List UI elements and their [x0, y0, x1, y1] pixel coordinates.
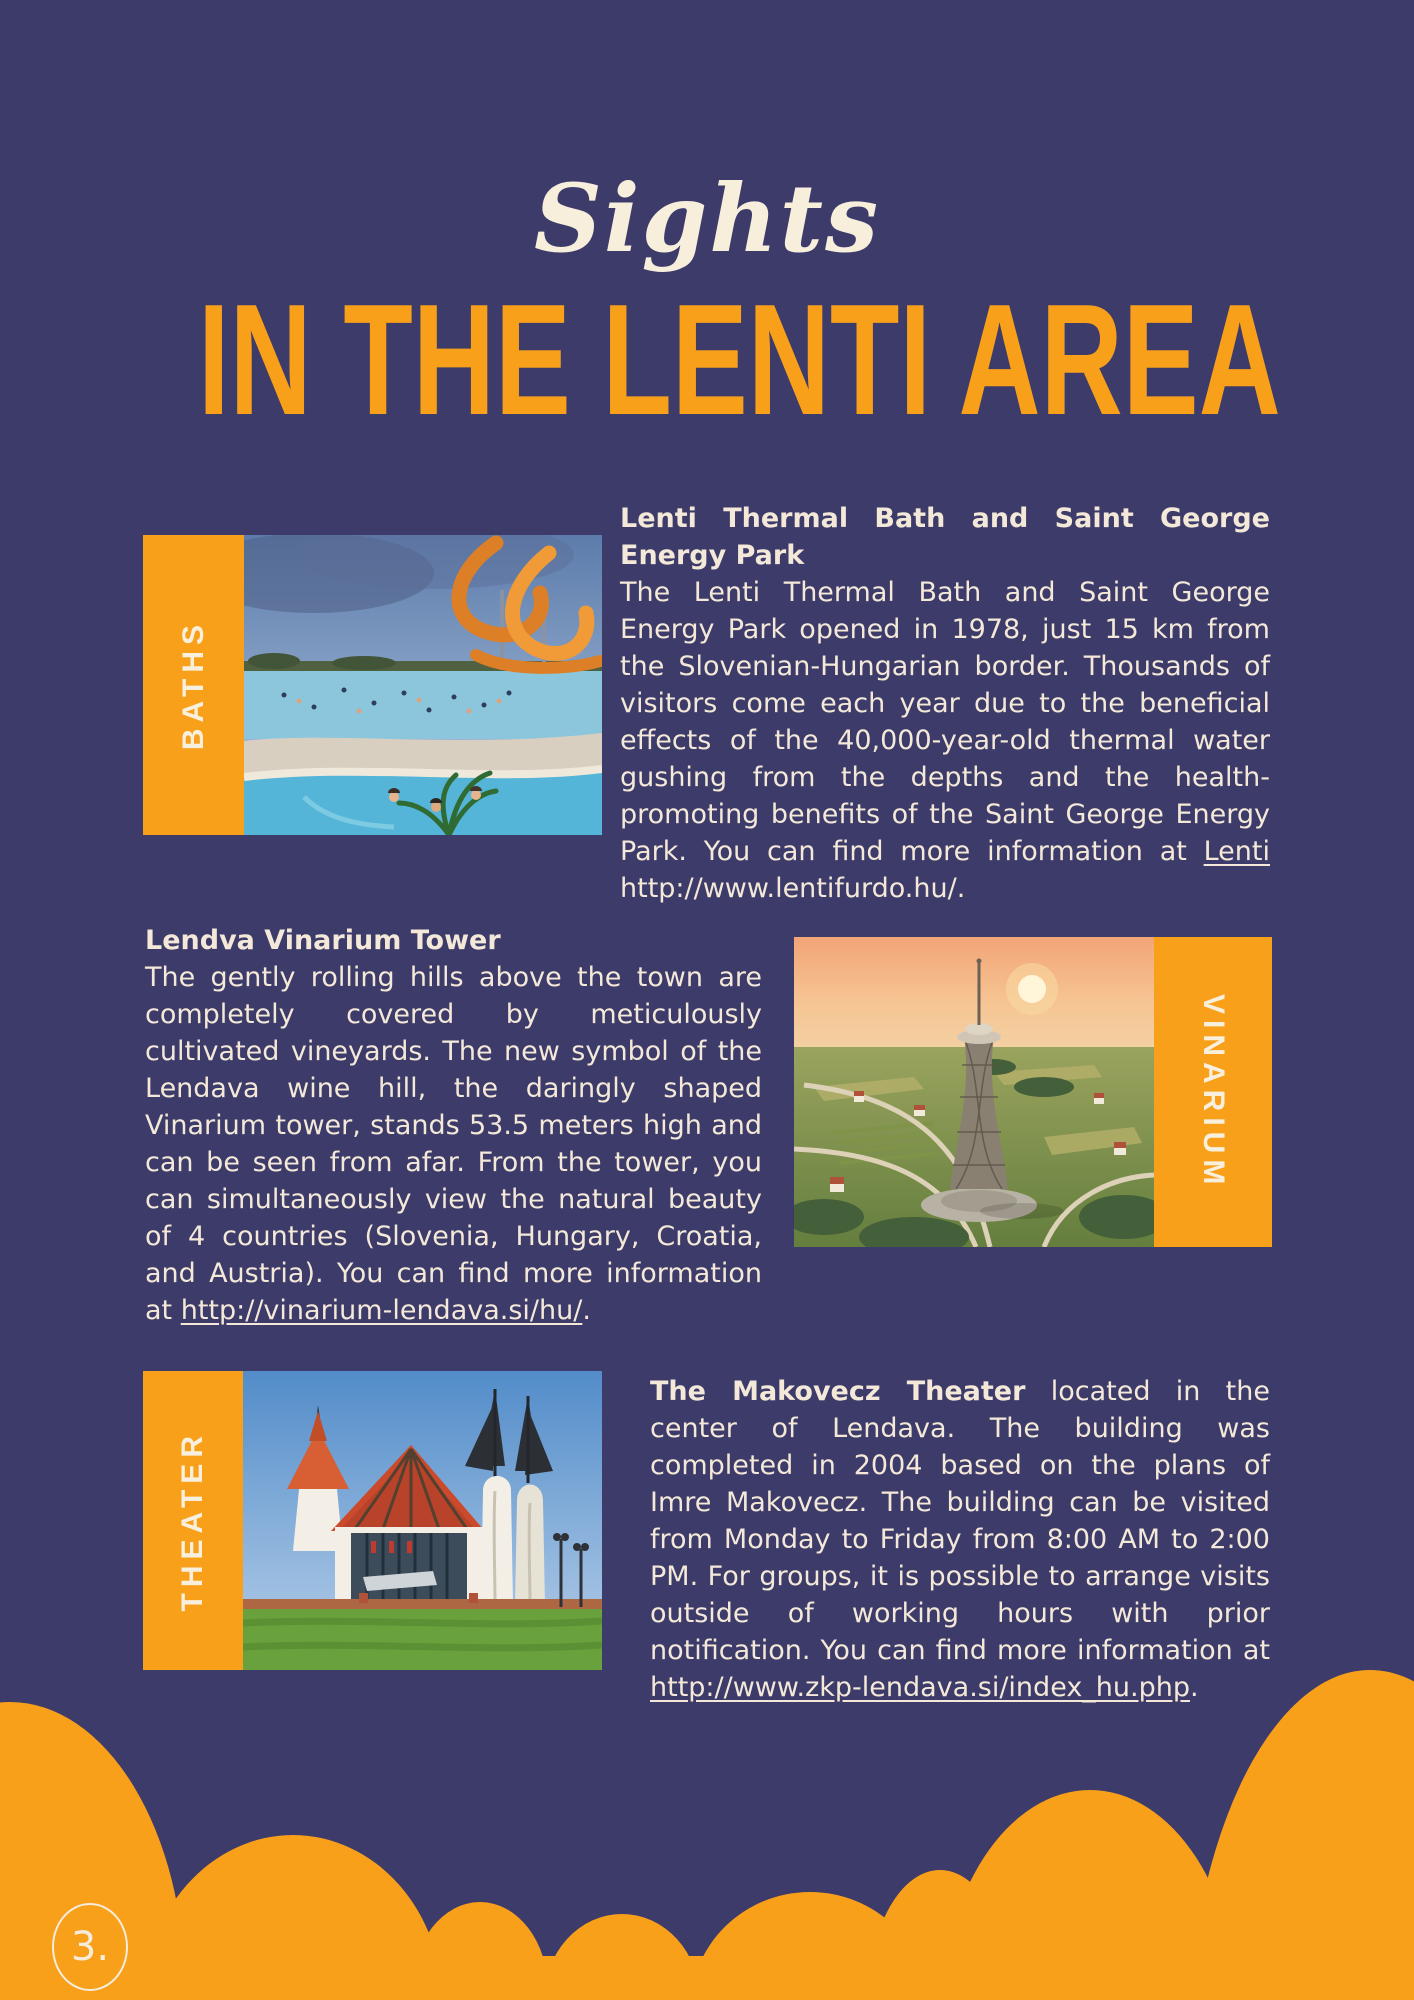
baths-url-text: http://www.lentifurdo.hu/. — [620, 873, 966, 904]
theater-paragraph — [650, 1373, 1270, 1706]
tab-theater-label: THEATER — [176, 1429, 209, 1612]
page-title-script: Sights — [533, 164, 880, 274]
makovecz-theater-photo — [243, 1371, 602, 1670]
theater-body-text: located in the center of Lendava. The building was completed in 2004 based on the plans of Imre Makovecz. The building can be visited from Monday to Friday from 8:00 AM to 2:00 PM. For groups, it is possible to arrange visits outside of working hours with prior notification. You can find more information at — [650, 1376, 1270, 1666]
theater-after-text: . — [1190, 1672, 1199, 1703]
vinarium-tower-photo — [794, 937, 1154, 1247]
thermal-bath-illustration — [244, 535, 602, 835]
page-title-main: IN THE LENTI AREA — [197, 272, 1281, 448]
vinarium-heading: Lendva Vinarium Tower — [145, 925, 501, 956]
baths-paragraph — [620, 574, 1270, 907]
vinarium-text-block — [145, 922, 762, 1329]
theater-heading: The Makovecz Theater — [650, 1376, 1026, 1407]
vinarium-after-text: . — [582, 1295, 591, 1326]
baths-heading: Lenti Thermal Bath and Saint George Energy Park — [620, 503, 1270, 571]
tab-vinarium-label: VINARIUM — [1197, 993, 1230, 1191]
page-number-badge — [52, 1903, 128, 1991]
vinarium-body-text: The gently rolling hills above the town are completely covered by meticulously cultivated vineyards. The new symbol of the Lendava wine hill, the daringly shaped Vinarium tower, stands 53.5 meters high and can be seen from afar. From the tower, you can simultaneously view the natural beauty of 4 countries (Slovenia, Hungary, Croatia, and Austria). You can find more information at — [145, 962, 762, 1326]
vinarium-illustration — [794, 937, 1154, 1247]
vinarium-link[interactable]: http://vinarium-lendava.si/hu/ — [180, 1295, 583, 1326]
vinarium-paragraph — [145, 959, 762, 1329]
tab-vinarium — [1154, 937, 1272, 1247]
baths-text-block — [620, 500, 1270, 907]
theater-text-block — [650, 1373, 1270, 1706]
cloud-shapes — [0, 1660, 1414, 2000]
theater-illustration — [243, 1371, 602, 1670]
thermal-bath-photo — [244, 535, 602, 835]
tab-baths — [143, 535, 244, 835]
lenti-link[interactable]: Lenti — [1203, 836, 1270, 867]
theater-link[interactable]: http://www.zkp-lendava.si/index_hu.php — [650, 1672, 1190, 1703]
tab-baths-label: BATHS — [176, 619, 210, 751]
tab-theater — [143, 1371, 243, 1670]
page-number: 3. — [70, 1924, 110, 1970]
cloud-footer-decoration — [0, 1660, 1414, 2000]
baths-body-text: The Lenti Thermal Bath and Saint George Energy Park opened in 1978, just 15 km from the Slovenian-Hungarian border. Thousands of visitors come each year due to the beneficial effects of the 40,000-year-old thermal water gushing from the depths and the health-promoting benefits of the Saint George Energy Park. You can find more information at — [620, 577, 1270, 867]
